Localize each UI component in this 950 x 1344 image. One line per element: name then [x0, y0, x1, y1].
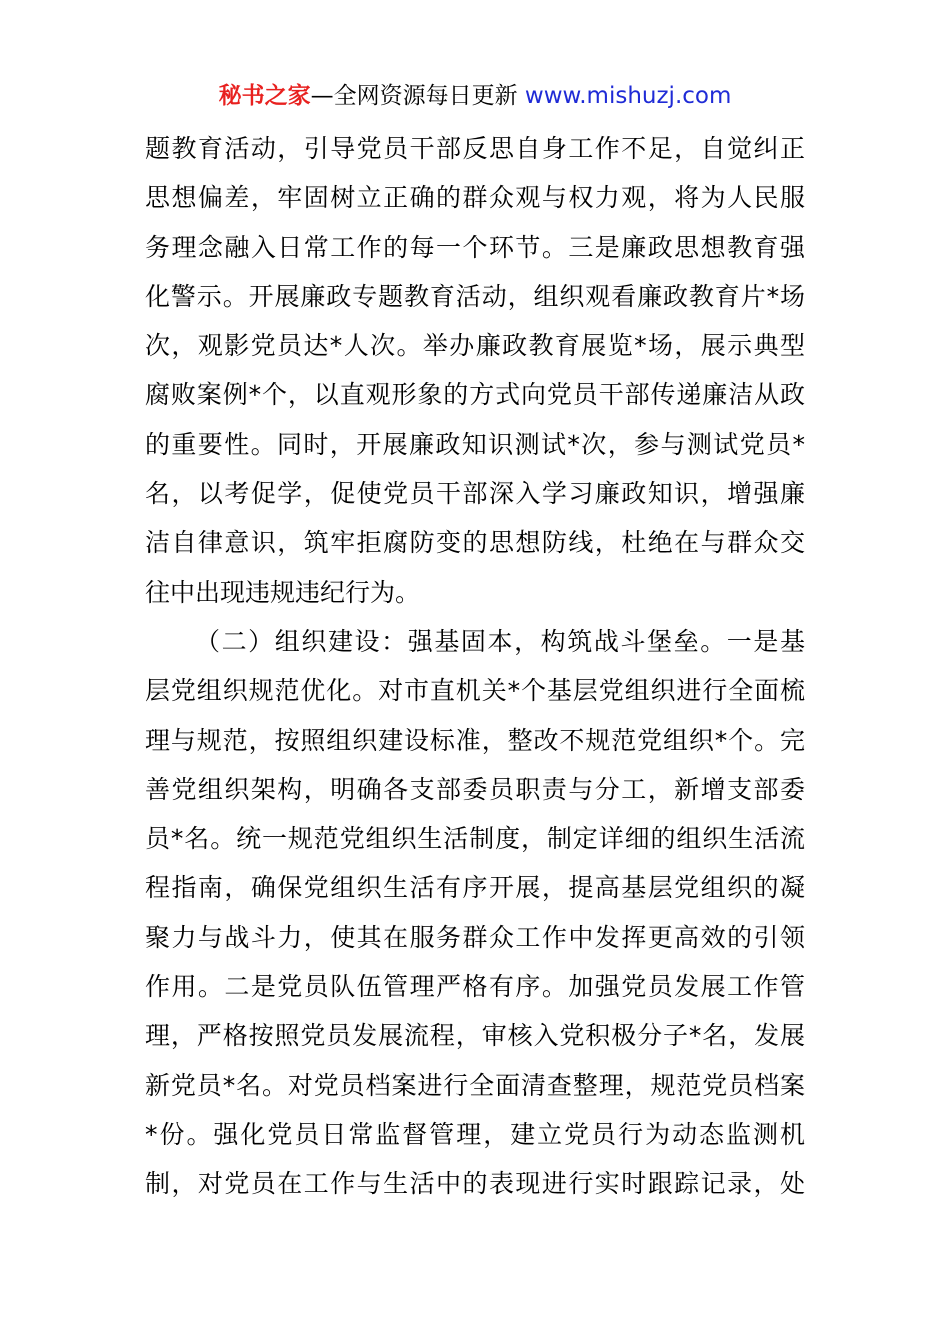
text-line: 聚力与战斗力，使其在服务群众工作中发挥更高效的引领: [145, 922, 805, 952]
text-line: 善党组织架构，明确各支部委员职责与分工，新增支部委: [145, 774, 805, 804]
text-line: 化警示。开展廉政专题教育活动，组织观看廉政教育片*场: [145, 281, 805, 311]
text-line: 理，严格按照党员发展流程，审核入党积极分子*名，发展: [145, 1021, 805, 1051]
document-body: [145, 124, 805, 1209]
site-brand: 秘书之家: [218, 83, 311, 109]
text-line: 的重要性。同时，开展廉政知识测试*次，参与测试党员*: [145, 429, 805, 459]
text-line: 层党组织规范优化。对市直机关*个基层党组织进行全面梳: [145, 676, 805, 706]
text-line: 作用。二是党员队伍管理严格有序。加强党员发展工作管: [145, 972, 805, 1002]
text-line: 名，以考促学，促使党员干部深入学习廉政知识，增强廉: [145, 479, 805, 509]
text-line: 洁自律意识，筑牢拒腐防变的思想防线，杜绝在与群众交: [145, 528, 805, 558]
section-heading-line: （二）组织建设：强基固本，构筑战斗堡垒。一是基: [195, 626, 805, 656]
site-tagline: —全网资源每日更新: [310, 83, 525, 109]
text-line: 员*名。统一规范党组织生活制度，制定详细的组织生活流: [145, 824, 805, 854]
page-header: [0, 80, 950, 112]
text-line: 程指南，确保党组织生活有序开展，提高基层党组织的凝: [145, 873, 805, 903]
text-line: 腐败案例*个，以直观形象的方式向党员干部传递廉洁从政: [145, 380, 805, 410]
text-line: *份。强化党员日常监督管理，建立党员行为动态监测机: [145, 1119, 805, 1149]
text-line: 制，对党员在工作与生活中的表现进行实时跟踪记录，处: [145, 1169, 805, 1199]
site-url[interactable]: www.mishuzj.com: [524, 83, 732, 109]
text-line: 次，观影党员达*人次。举办廉政教育展览*场，展示典型: [145, 331, 805, 361]
text-line: 理与规范，按照组织建设标准，整改不规范党组织*个。完: [145, 725, 805, 755]
paragraph-end-line: 往中出现违规违纪行为。: [145, 577, 421, 607]
text-line: 题教育活动，引导党员干部反思自身工作不足，自觉纠正: [145, 134, 805, 163]
text-line: 新党员*名。对党员档案进行全面清查整理，规范党员档案: [145, 1070, 805, 1100]
text-line: 思想偏差，牢固树立正确的群众观与权力观，将为人民服: [145, 183, 805, 213]
text-line: 务理念融入日常工作的每一个环节。三是廉政思想教育强: [145, 232, 805, 262]
